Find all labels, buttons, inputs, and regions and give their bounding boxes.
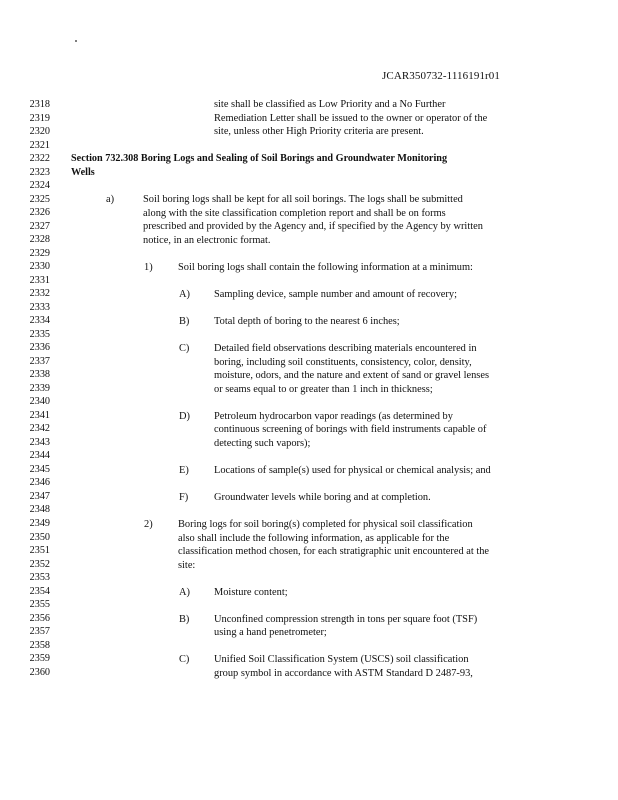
para-a-label: a): [106, 194, 115, 205]
line-number: 2332: [29, 288, 50, 300]
line-number: 2345: [29, 463, 50, 475]
line-number: 2358: [29, 639, 50, 651]
subitem-label: A): [179, 587, 190, 598]
line-number: 2356: [29, 612, 50, 624]
line-number: 2319: [29, 112, 50, 124]
line-number: 2353: [29, 572, 50, 584]
line-number: 2330: [29, 261, 50, 273]
section-heading-cont: Wells: [71, 167, 95, 178]
subitem-line: Groundwater levels while boring and at completion.: [214, 492, 431, 503]
line-number: 2318: [29, 99, 50, 110]
line-number: 2354: [29, 585, 50, 597]
line-number: 2331: [29, 274, 50, 286]
line-number: 2323: [29, 166, 50, 178]
subitem-label: B): [179, 316, 190, 327]
scan-speck: [75, 40, 77, 42]
line-number: 2343: [29, 436, 50, 448]
subitem-line: Locations of sample(s) used for physical or chemical analysis; and: [214, 465, 491, 476]
line-number: 2340: [29, 396, 50, 408]
line-number: 2328: [29, 234, 50, 246]
intro-line: Remediation Letter shall be issued to the owner or operator of the: [214, 113, 488, 124]
subitem-label: F): [179, 492, 189, 503]
subitem-line: Total depth of boring to the nearest 6 inches;: [214, 316, 400, 327]
line-number: 2327: [29, 220, 50, 232]
line-number: 2352: [29, 558, 50, 570]
subitem-line: continuous screening of borings with field instruments capable of: [214, 424, 487, 435]
para-a-line: along with the site classification completion report and shall be on forms: [143, 208, 446, 219]
document-id: JCAR350732-1116191r01: [382, 70, 501, 82]
line-number: 2357: [29, 626, 50, 638]
section-heading: Section 732.308 Boring Logs and Sealing of Soil Borings and Groundwater Monitoring: [71, 153, 448, 164]
line-number: 2348: [29, 504, 50, 516]
line-number: 2325: [29, 193, 50, 205]
intro-line: site shall be classified as Low Priority and a No Further: [214, 99, 446, 110]
line-number: 2337: [29, 355, 50, 367]
line-number: 2335: [29, 328, 50, 340]
para-a-line: notice, in an electronic format.: [143, 235, 271, 246]
line-number-column: [20, 98, 50, 679]
line-number: 2334: [29, 315, 50, 327]
subitem-line: Petroleum hydrocarbon vapor readings (as determined by: [214, 411, 453, 422]
line-number: 2342: [29, 423, 50, 435]
line-number: 2347: [29, 490, 50, 502]
line-number: 2324: [29, 180, 50, 192]
subitem-line: group symbol in accordance with ASTM Standard D 2487-93,: [214, 668, 473, 679]
line-number: 2359: [29, 653, 50, 665]
item1-text: Soil boring logs shall contain the following information at a minimum:: [178, 262, 473, 273]
line-number: 2339: [29, 382, 50, 394]
subitem-label: C): [179, 343, 190, 354]
line-number: 2346: [29, 477, 50, 489]
line-number: 2320: [29, 126, 50, 138]
subitem-line: moisture, odors, and the nature and extent of sand or gravel lenses: [214, 370, 489, 381]
subitem-line: or seams equal to or greater than 1 inch in thickness;: [214, 384, 433, 395]
subitem-label: D): [179, 411, 190, 422]
item2-line: classification method chosen, for each stratigraphic unit encountered at the: [178, 546, 490, 557]
item2-line: site:: [178, 560, 196, 571]
para-a-line: prescribed and provided by the Agency and, if specified by the Agency by written: [143, 221, 483, 232]
line-number: 2360: [29, 666, 50, 678]
subitem-line: Unified Soil Classification System (USCS) soil classification: [214, 654, 469, 665]
subitem-label: E): [179, 465, 189, 476]
item2-line: Boring logs for soil boring(s) completed for physical soil classification: [178, 519, 473, 530]
line-number: 2322: [29, 153, 50, 165]
line-number: 2321: [29, 139, 50, 151]
item2-line: also shall include the following information, as applicable for the: [178, 533, 450, 544]
item1-label: 1): [144, 262, 153, 273]
subitem-line: Sampling device, sample number and amount of recovery;: [214, 289, 457, 300]
subitem-label: C): [179, 654, 190, 665]
line-number: 2350: [29, 531, 50, 543]
subitem-label: A): [179, 289, 190, 300]
line-number: 2344: [29, 450, 50, 462]
line-number: 2349: [29, 517, 50, 529]
line-number: 2336: [29, 342, 50, 354]
subitem-label: B): [179, 614, 190, 625]
line-number: 2329: [29, 247, 50, 259]
subitem-line: Detailed field observations describing materials encountered in: [214, 343, 477, 354]
para-a-line: Soil boring logs shall be kept for all soil borings. The logs shall be submitted: [143, 194, 463, 205]
subitem-line: using a hand penetrometer;: [214, 627, 327, 638]
line-number: 2341: [29, 409, 50, 421]
intro-line: site, unless other High Priority criteria are present.: [214, 126, 424, 137]
line-number: 2326: [29, 207, 50, 219]
subitem-line: detecting such vapors);: [214, 438, 311, 449]
subitem-line: Unconfined compression strength in tons per square foot (TSF): [214, 614, 478, 625]
line-number: 2338: [29, 369, 50, 381]
subitem-line: boring, including soil constituents, consistency, color, density,: [214, 357, 472, 368]
item2-label: 2): [144, 519, 153, 530]
line-number: 2351: [29, 545, 50, 557]
line-number: 2355: [29, 599, 50, 611]
line-number: 2333: [29, 301, 50, 313]
subitem-line: Moisture content;: [214, 587, 288, 598]
